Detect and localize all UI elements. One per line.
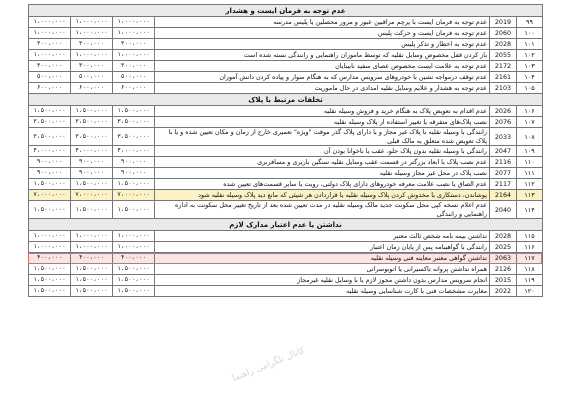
fine-amount-first: ۷،۰۰۰،۰۰۰ xyxy=(113,190,155,201)
fine-amount-third: ۳،۵۰۰،۰۰۰ xyxy=(29,128,71,146)
violation-code: 2028 xyxy=(490,39,517,50)
fine-amount-third: ۱،۵۰۰،۰۰۰ xyxy=(29,201,71,219)
violation-code: 2076 xyxy=(490,117,517,128)
violation-description: عدم اعلام نسخه کپی محل سکونت جدید مالک وسیله نقلیه در مدت تعیین شده بعد از تاریخ تغییر محل سکونت به اداره راهنمایی و رانندگی xyxy=(155,201,490,219)
table-row xyxy=(29,72,543,83)
row-number: ۱۱۶ xyxy=(517,242,543,253)
table-row xyxy=(29,50,543,61)
fine-amount-first: ۳،۵۰۰،۰۰۰ xyxy=(113,117,155,128)
table-row xyxy=(29,28,543,39)
violation-code: 2028 xyxy=(490,231,517,242)
section-title: تخلفات مرتبط با پلاک xyxy=(29,94,543,106)
fine-amount-second: ۹۰۰،۰۰۰ xyxy=(71,168,113,179)
row-number: ۱۱۴ xyxy=(517,201,543,219)
row-number: ۱۲۰ xyxy=(517,286,543,297)
fine-amount-first: ۹۰۰،۰۰۰ xyxy=(113,157,155,168)
fine-amount-first: ۱،۵۰۰،۰۰۰ xyxy=(113,275,155,286)
fine-amount-first: ۴،۰۰۰،۰۰۰ xyxy=(113,146,155,157)
table-row xyxy=(29,190,543,201)
fine-amount-second: ۱،۵۰۰،۰۰۰ xyxy=(71,264,113,275)
table-row xyxy=(29,146,543,157)
table-row xyxy=(29,168,543,179)
fine-amount-first: ۳،۵۰۰،۰۰۰ xyxy=(113,128,155,146)
fine-amount-third: ۳،۵۰۰،۰۰۰ xyxy=(29,117,71,128)
fine-amount-second: ۷،۰۰۰،۰۰۰ xyxy=(71,190,113,201)
section-header xyxy=(29,219,543,231)
fines-table-body xyxy=(29,5,543,297)
violation-description: عدم اقدام به تعویض پلاک به هنگام خرید و فروش وسیله نقلیه xyxy=(155,106,490,117)
table-row xyxy=(29,264,543,275)
violation-code: 2047 xyxy=(490,146,517,157)
row-number: ۱۱۲ xyxy=(517,179,543,190)
fine-amount-second: ۱،۵۰۰،۰۰۰ xyxy=(71,286,113,297)
fine-amount-third: ۵۰۰،۰۰۰ xyxy=(29,72,71,83)
violation-description: عدم توقف درمواجه نشین با خودروهای سرویس مدارس که به هنگام سوار و پیاده کردن دانش آموزان xyxy=(155,72,490,83)
violation-description: عدم الصاق یا نصب علامت معرفه خودروهای دارای پلاک دولتی، رویت یا سایر قسمت‌های تعیین شده xyxy=(155,179,490,190)
violation-code: 2172 xyxy=(490,61,517,72)
fine-amount-first: ۶۰۰،۰۰۰ xyxy=(113,83,155,94)
violation-code: 2026 xyxy=(490,106,517,117)
table-row xyxy=(29,201,543,219)
violation-description: عدم توجه به هشدار و علایم وسایل نقلیه امدادی در حال ماموریت xyxy=(155,83,490,94)
row-number: ۱۱۱ xyxy=(517,168,543,179)
fine-amount-second: ۳۰۰،۰۰۰ xyxy=(71,39,113,50)
violation-description: باز کردن قفل مخصوص وسایل نقلیه که توسط ماموران راهنمایی و رانندگی بسته شده است xyxy=(155,50,490,61)
fine-amount-second: ۳۰۰،۰۰۰ xyxy=(71,61,113,72)
watermark-text: کانال تلگرامی راهنما xyxy=(230,345,307,385)
table-row xyxy=(29,231,543,242)
violation-code: 2040 xyxy=(490,201,517,219)
fine-amount-third: ۱،۵۰۰،۰۰۰ xyxy=(29,106,71,117)
violation-code: 2161 xyxy=(490,72,517,83)
table-row xyxy=(29,83,543,94)
section-title: عدم توجه به فرمان ایست و هشدار xyxy=(29,5,543,17)
row-number: ۱۱۹ xyxy=(517,275,543,286)
fine-amount-second: ۵۰۰،۰۰۰ xyxy=(71,72,113,83)
row-number: ۱۰۲ xyxy=(517,50,543,61)
violation-description: عدم توجه به اخطار و تذکر پلیس xyxy=(155,39,490,50)
fine-amount-first: ۳۰۰،۰۰۰ xyxy=(113,39,155,50)
fine-amount-first: ۱،۰۰۰،۰۰۰ xyxy=(113,231,155,242)
row-number: ۱۱۷ xyxy=(517,253,543,264)
fine-amount-first: ۱،۵۰۰،۰۰۰ xyxy=(113,201,155,219)
violation-description: رانندگی با وسیله نقلیه بدون پلاک جلو، عقب یا ناخوانا بودن آن xyxy=(155,146,490,157)
table-row xyxy=(29,179,543,190)
fine-amount-second: ۱،۵۰۰،۰۰۰ xyxy=(71,106,113,117)
violation-code: 2019 xyxy=(490,17,517,28)
fine-amount-second: ۱،۰۰۰،۰۰۰ xyxy=(71,50,113,61)
violation-code: 2164 xyxy=(490,190,517,201)
table-row xyxy=(29,117,543,128)
violation-description: نداشتن گواهی معتبر معاینه فنی وسیله نقلیه xyxy=(155,253,490,264)
row-number: ۱۱۳ xyxy=(517,190,543,201)
row-number: ۱۰۰ xyxy=(517,28,543,39)
section-title: نداشتن یا عدم اعتبار مدارک لازم xyxy=(29,219,543,231)
fine-amount-third: ۹۰۰،۰۰۰ xyxy=(29,157,71,168)
fine-amount-second: ۶۰۰،۰۰۰ xyxy=(71,83,113,94)
fine-amount-second: ۹۰۰،۰۰۰ xyxy=(71,157,113,168)
fine-amount-second: ۱،۰۰۰،۰۰۰ xyxy=(71,28,113,39)
fine-amount-third: ۶۰۰،۰۰۰ xyxy=(29,83,71,94)
fine-amount-second: ۴۰۰،۰۰۰ xyxy=(71,253,113,264)
fine-amount-first: ۱،۰۰۰،۰۰۰ xyxy=(113,28,155,39)
fine-amount-first: ۱،۵۰۰،۰۰۰ xyxy=(113,286,155,297)
table-row xyxy=(29,106,543,117)
violation-code: 2022 xyxy=(490,286,517,297)
row-number: ۱۰۹ xyxy=(517,146,543,157)
table-row xyxy=(29,157,543,168)
violation-description: همراه نداشتن پروانه تاکسیرانی یا اتوبوسرانی xyxy=(155,264,490,275)
row-number: ۱۰۳ xyxy=(517,61,543,72)
fine-amount-third: ۴۰۰،۰۰۰ xyxy=(29,253,71,264)
violation-code: 2077 xyxy=(490,168,517,179)
violation-description: نصب پلاک‌های متفرقه یا تغییر استفاده از پلاک وسیله نقلیه xyxy=(155,117,490,128)
row-number: ۱۰۱ xyxy=(517,39,543,50)
fine-amount-third: ۳۰۰،۰۰۰ xyxy=(29,39,71,50)
row-number: ۱۰۴ xyxy=(517,72,543,83)
row-number: ۱۰۷ xyxy=(517,117,543,128)
fine-amount-third: ۱،۰۰۰،۰۰۰ xyxy=(29,50,71,61)
row-number: ۱۰۶ xyxy=(517,106,543,117)
violation-description: مغایرت مشخصات فنی با کارت شناسایی وسیله نقلیه xyxy=(155,286,490,297)
fine-amount-first: ۱،۰۰۰،۰۰۰ xyxy=(113,50,155,61)
section-header xyxy=(29,94,543,106)
fine-amount-second: ۳،۵۰۰،۰۰۰ xyxy=(71,128,113,146)
traffic-fines-table xyxy=(28,4,543,297)
fine-amount-first: ۱،۰۰۰،۰۰۰ xyxy=(113,242,155,253)
fine-amount-second: ۱،۵۰۰،۰۰۰ xyxy=(71,179,113,190)
violation-description: عدم توجه به فرمان ایست و حرکت پلیس xyxy=(155,28,490,39)
violation-code: 2055 xyxy=(490,50,517,61)
fine-amount-first: ۴۰۰،۰۰۰ xyxy=(113,253,155,264)
table-row xyxy=(29,128,543,146)
violation-description: پوشاندن، دستکاری یا مخدوش کردن پلاک وسیله نقلیه یا قراردادن هر شیئی که مانع دید پلاک وسیله نقلیه شود xyxy=(155,190,490,201)
violation-code: 2033 xyxy=(490,128,517,146)
fine-amount-third: ۳۰۰،۰۰۰ xyxy=(29,61,71,72)
fine-amount-first: ۱،۵۰۰،۰۰۰ xyxy=(113,264,155,275)
fine-amount-second: ۳،۵۰۰،۰۰۰ xyxy=(71,117,113,128)
row-number: ۱۰۵ xyxy=(517,83,543,94)
row-number: ۱۱۵ xyxy=(517,231,543,242)
fine-amount-second: ۱،۵۰۰،۰۰۰ xyxy=(71,275,113,286)
violation-code: 2126 xyxy=(490,264,517,275)
fine-amount-third: ۴،۰۰۰،۰۰۰ xyxy=(29,146,71,157)
row-number: ۱۰۸ xyxy=(517,128,543,146)
violation-code: 2063 xyxy=(490,253,517,264)
fine-amount-first: ۳۰۰،۰۰۰ xyxy=(113,61,155,72)
fine-amount-third: ۱،۵۰۰،۰۰۰ xyxy=(29,286,71,297)
fine-amount-third: ۱،۰۰۰،۰۰۰ xyxy=(29,28,71,39)
table-row xyxy=(29,39,543,50)
violation-description: نصب پلاک در محل غیر مجاز وسیله نقلیه xyxy=(155,168,490,179)
table-row xyxy=(29,275,543,286)
fine-amount-second: ۱،۰۰۰،۰۰۰ xyxy=(71,17,113,28)
violation-description: عدم توجه به فرمان ایست با پرچم مراقبین عبور و مرور محصلین یا پلیس مدرسه xyxy=(155,17,490,28)
table-row xyxy=(29,17,543,28)
fine-amount-first: ۹۰۰،۰۰۰ xyxy=(113,168,155,179)
fine-amount-first: ۵۰۰،۰۰۰ xyxy=(113,72,155,83)
table-row xyxy=(29,253,543,264)
fine-amount-third: ۱،۵۰۰،۰۰۰ xyxy=(29,179,71,190)
fine-amount-third: ۱،۰۰۰،۰۰۰ xyxy=(29,231,71,242)
table-row xyxy=(29,242,543,253)
violation-code: 2117 xyxy=(490,179,517,190)
fine-amount-first: ۱،۰۰۰،۰۰۰ xyxy=(113,17,155,28)
violation-code: 2116 xyxy=(490,157,517,168)
row-number: ۱۱۰ xyxy=(517,157,543,168)
fine-amount-third: ۱،۵۰۰،۰۰۰ xyxy=(29,264,71,275)
fine-amount-third: ۷،۰۰۰،۰۰۰ xyxy=(29,190,71,201)
table-row xyxy=(29,286,543,297)
fine-amount-third: ۱،۵۰۰،۰۰۰ xyxy=(29,275,71,286)
violation-description: انجام سرویس مدارس بدون داشتن مجوز لازم یا با وسایل نقلیه غیرمجاز xyxy=(155,275,490,286)
fine-amount-third: ۱،۰۰۰،۰۰۰ xyxy=(29,17,71,28)
violation-description: رانندگی با گواهینامه پس از پایان زمان اعتبار xyxy=(155,242,490,253)
fine-amount-second: ۴،۰۰۰،۰۰۰ xyxy=(71,146,113,157)
fine-amount-third: ۱،۰۰۰،۰۰۰ xyxy=(29,242,71,253)
violation-code: 2025 xyxy=(490,242,517,253)
row-number: ۱۱۸ xyxy=(517,264,543,275)
violation-code: 2015 xyxy=(490,275,517,286)
violation-description: رانندگی با وسیله نقلیه با پلاک غیر مجاز و یا دارای پلاک گذر موقت "ویژه" تعمیری خارج از زمان و مکان تعیین شده و یا با پلاک تعویض شده متعلق به مالک قبلی xyxy=(155,128,490,146)
fine-amount-second: ۱،۰۰۰،۰۰۰ xyxy=(71,242,113,253)
fine-amount-second: ۱،۵۰۰،۰۰۰ xyxy=(71,201,113,219)
violation-description: عدم نصب پلاک با ابعاد بزرگتر در قسمت عقب وسایل نقلیه سنگین باربری و مسافربری xyxy=(155,157,490,168)
violation-code: 2060 xyxy=(490,28,517,39)
table-row xyxy=(29,61,543,72)
fine-amount-first: ۱،۵۰۰،۰۰۰ xyxy=(113,179,155,190)
row-number: ۹۹ xyxy=(517,17,543,28)
violation-description: عدم توجه به علامت ایست مخصوص عصای سفید نابینایان xyxy=(155,61,490,72)
fine-amount-first: ۱،۵۰۰،۰۰۰ xyxy=(113,106,155,117)
violation-description: نداشتن بیمه نامه شخص ثالث معتبر xyxy=(155,231,490,242)
section-header xyxy=(29,5,543,17)
violation-code: 2103 xyxy=(490,83,517,94)
fine-amount-second: ۱،۰۰۰،۰۰۰ xyxy=(71,231,113,242)
fine-amount-third: ۹۰۰،۰۰۰ xyxy=(29,168,71,179)
